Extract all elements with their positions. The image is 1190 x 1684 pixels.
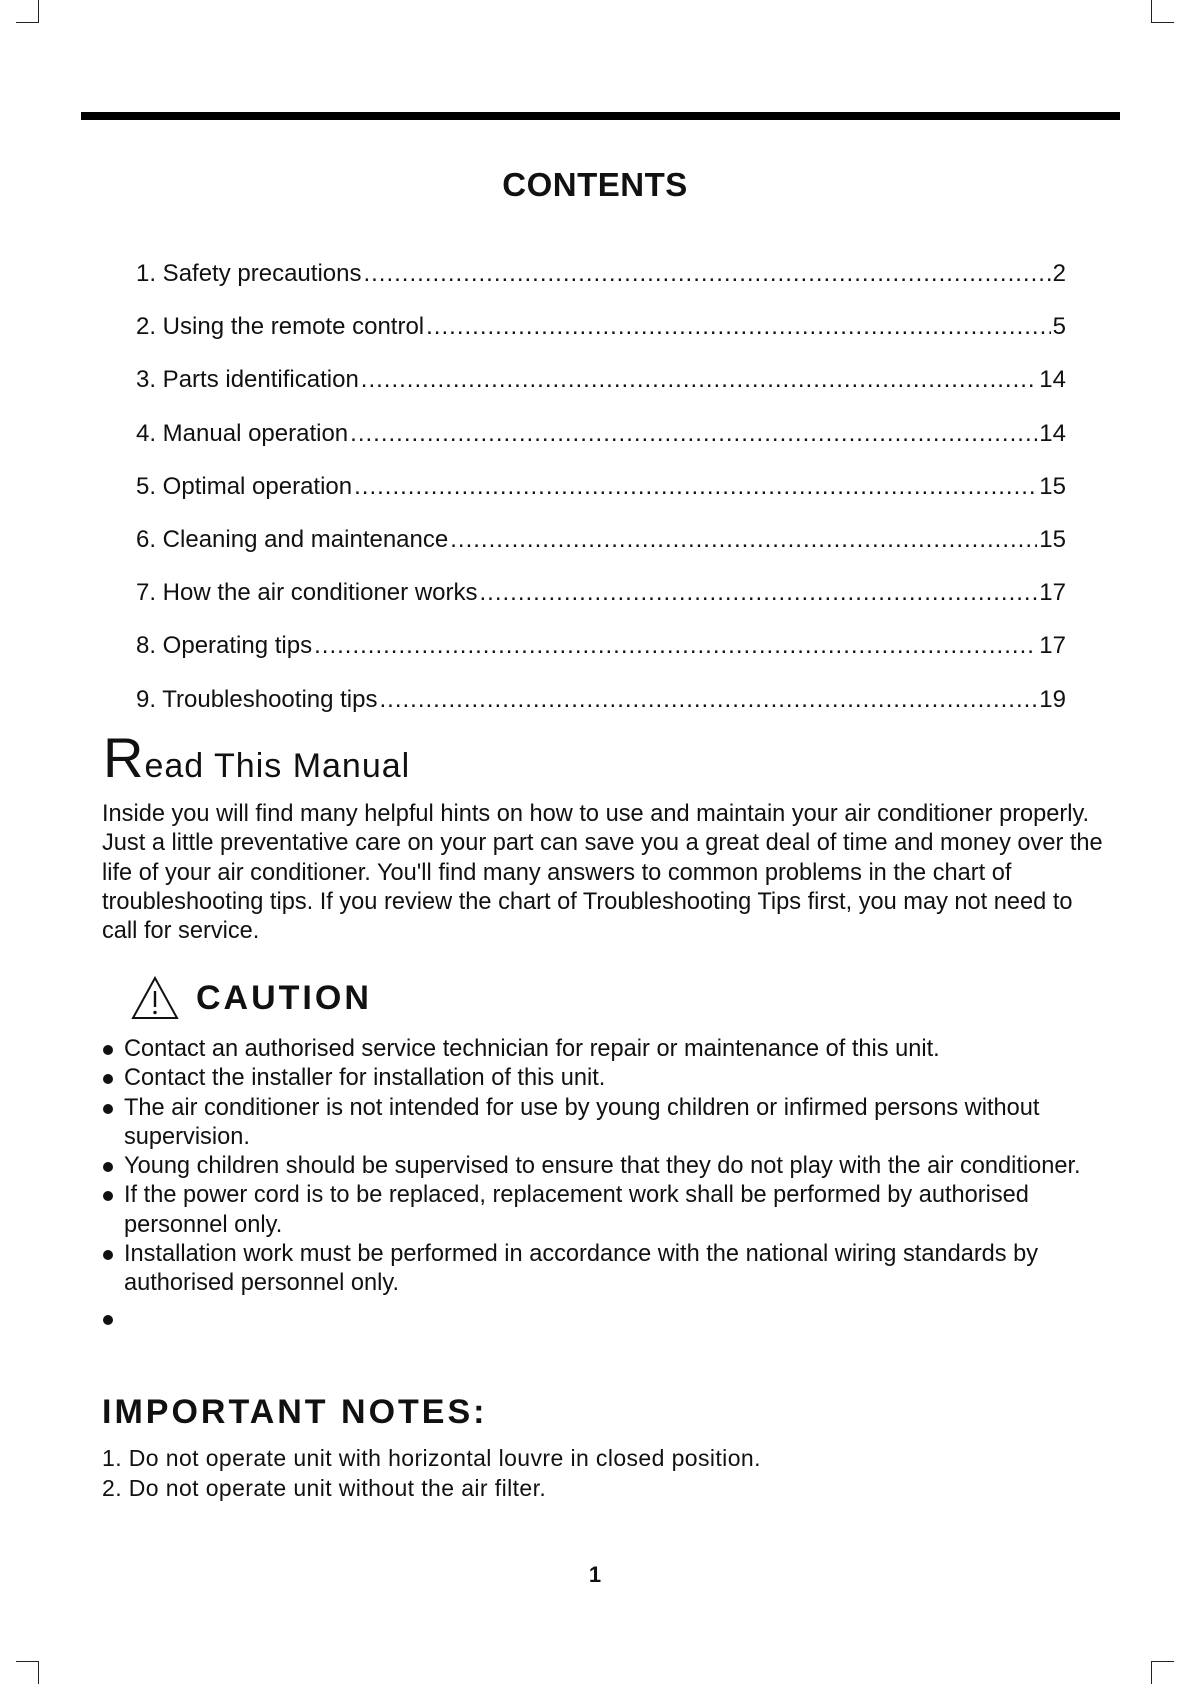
toc-item-title: 3. Parts identification	[136, 366, 359, 394]
toc-item	[136, 632, 1066, 685]
toc-leader-dots	[354, 473, 1037, 501]
toc-item	[136, 579, 1066, 632]
toc-leader-dots	[380, 686, 1038, 714]
toc-item-page: 5	[1052, 313, 1066, 341]
toc-item-title: 2. Using the remote control	[136, 313, 425, 341]
table-of-contents	[136, 260, 1066, 739]
caution-title: CAUTION	[196, 978, 372, 1017]
toc-item	[136, 526, 1066, 579]
toc-item-title: 8. Operating tips	[136, 632, 313, 660]
crop-mark-top-right	[1151, 0, 1174, 23]
read-manual-title-rest: ead This Manual	[144, 747, 411, 785]
warning-triangle-icon	[130, 975, 180, 1021]
toc-item	[136, 366, 1066, 419]
read-manual-title-initial: R	[103, 726, 145, 789]
important-notes-title: IMPORTANT NOTES:	[102, 1393, 488, 1431]
toc-item-page: 14	[1039, 419, 1066, 447]
toc-leader-dots	[314, 632, 1037, 660]
toc-item	[136, 313, 1066, 366]
toc-item-title: 9. Troubleshooting tips	[136, 685, 378, 713]
toc-item	[136, 473, 1066, 526]
page-number: 1	[588, 1562, 602, 1587]
toc-item-title: 7. How the air conditioner works	[136, 579, 478, 607]
caution-item: If the power cord is to be replaced, replacement work shall be performed by authorised personnel only.	[102, 1181, 1112, 1240]
toc-leader-dots	[426, 313, 1051, 341]
toc-item-title: 4. Manual operation	[136, 419, 349, 447]
caution-header	[130, 975, 372, 1021]
caution-item-empty-bullet	[102, 1305, 1112, 1334]
crop-mark-bottom-left	[16, 1661, 39, 1684]
toc-item-title: 6. Cleaning and maintenance	[136, 525, 449, 553]
caution-item: The air conditioner is not intended for use by young children or infirmed persons without supervision.	[102, 1094, 1112, 1153]
caution-item: Installation work must be performed in accordance with the national wiring standards by authorised personnel only.	[102, 1240, 1112, 1299]
header-rule	[81, 112, 1120, 120]
crop-mark-bottom-right	[1151, 1661, 1174, 1684]
toc-item-page: 15	[1039, 472, 1066, 500]
important-note: 2. Do not operate unit without the air filter.	[102, 1474, 547, 1501]
toc-item-page: 17	[1039, 579, 1066, 607]
important-note: 1. Do not operate unit with horizontal louvre in closed position.	[102, 1445, 761, 1471]
toc-item-page: 15	[1039, 525, 1066, 553]
toc-item	[136, 420, 1066, 473]
toc-item-title: 5. Optimal operation	[136, 472, 353, 500]
caution-list	[102, 1035, 1112, 1334]
toc-leader-dots	[450, 526, 1037, 554]
important-notes-list	[102, 1444, 761, 1503]
toc-item-page: 17	[1039, 632, 1066, 660]
caution-item: Young children should be supervised to ensure that they do not play with the air conditioner.	[102, 1152, 1112, 1181]
read-manual-title	[103, 726, 411, 789]
crop-mark-top-left	[16, 0, 39, 23]
toc-item-page: 19	[1039, 685, 1066, 713]
toc-leader-dots	[479, 579, 1037, 607]
caution-item: Contact an authorised service technician for repair or maintenance of this unit.	[102, 1035, 1112, 1064]
toc-leader-dots	[350, 420, 1037, 448]
toc-item-page: 2	[1052, 260, 1066, 287]
toc-item-title: 1. Safety precautions	[136, 260, 362, 287]
toc-leader-dots	[363, 260, 1050, 288]
read-manual-body: Inside you will find many helpful hints on how to use and maintain your air conditioner properly. Just a little preventative care on your part can save you a great deal of time and money over the life of your air conditioner. You'll find many answers to common problems in the chart of troubleshooting tips. If you review the chart of Troubleshooting Tips first, you may not need to call for service.	[102, 801, 1103, 945]
contents-title: CONTENTS	[502, 166, 688, 203]
toc-item-page: 14	[1039, 366, 1066, 394]
caution-item: Contact the installer for installation of this unit.	[102, 1064, 1112, 1093]
toc-leader-dots	[361, 366, 1038, 394]
toc-item	[136, 260, 1066, 313]
